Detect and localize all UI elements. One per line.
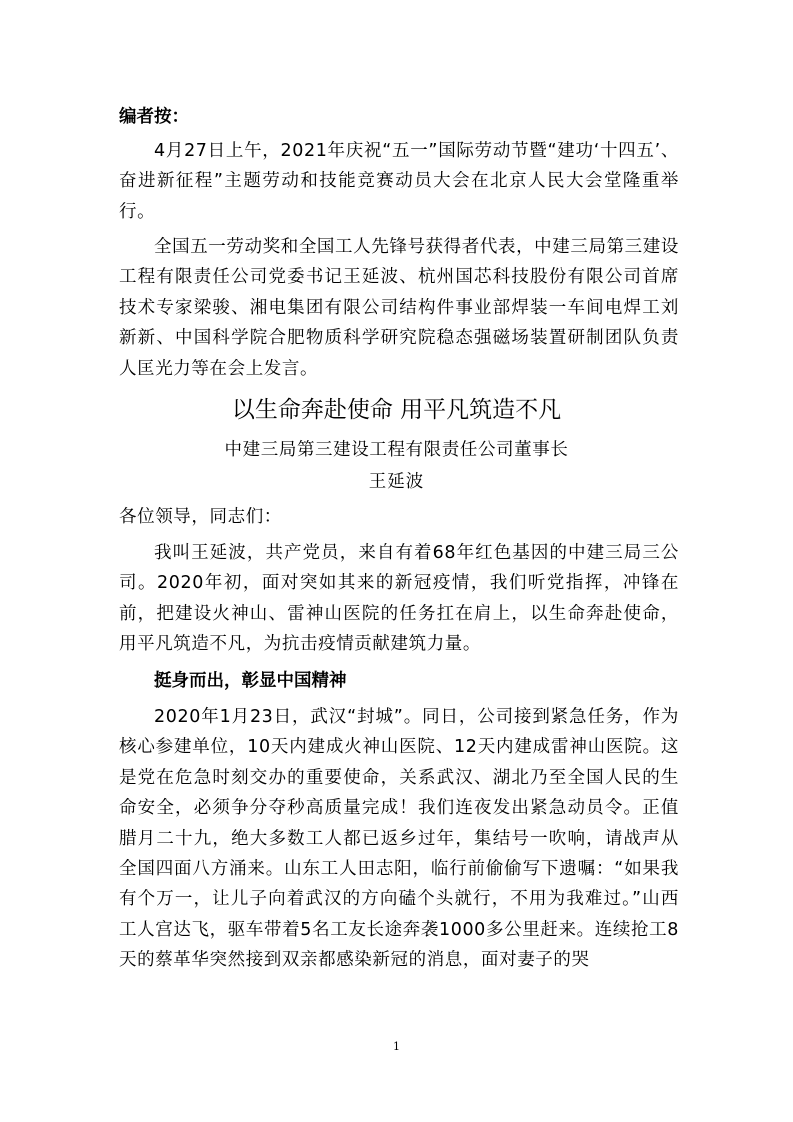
speech-intro-paragraph: 我叫王延波，共产党员，来自有着68年红色基因的中建三局三公司。2020年初，面对突如其来的新冠疫情，我们听党指挥，冲锋在前，把建设火神山、雷神山医院的任务扛在肩上，以生命奔赴使命，用平凡筑造不凡，为抗击疫情贡献建筑力量。	[119, 543, 679, 655]
section-paragraph: 2020年1月23日，武汉“封城”。同日，公司接到紧急任务，作为核心参建单位，10天内建成火神山医院、12天内建成雷神山医院。这是党在危急时刻交办的重要使命，关系武汉、湖北乃至全国人民的生命安全，必须争分夺秒高质量完成！我们连夜发出紧急动员令。正值腊月二十九，绝大多数工人都已返乡过年，集结号一吹响，请战声从全国四面八方涌来。山东工人田志阳，临行前偷偷写下遗嘱：“如果我有个万一，让儿子向着武汉的方向磕个头就行，不用为我难过。”山西工人宫达飞，驱车带着5名工友长途奔袭1000多公里赶来。连续抢工8天的蔡革华突然接到双亲都感染新冠的消息，面对妻子的哭	[119, 707, 679, 971]
speech-subtitle: 中建三局第三建设工程有限责任公司董事长	[224, 440, 569, 460]
editor-note-label: 编者按：	[119, 107, 189, 127]
speech-author: 王延波	[368, 472, 425, 492]
section-heading: 挺身而出，彰显中国精神	[154, 671, 347, 691]
speech-salutation: 各位领导，同志们：	[119, 507, 282, 527]
page-number: 1	[393, 1040, 400, 1053]
editor-note-paragraph-2: 全国五一劳动奖和全国工人先锋号获得者代表，中建三局第三建设工程有限责任公司党委书记王延波、杭州国芯科技股份有限公司首席技术专家梁骏、湘电集团有限公司结构件事业部焊装一车间电焊工刘新新、中国科学院合肥物质科学研究院稳态强磁场装置研制团队负责人匡光力等在会上发言。	[119, 237, 679, 379]
editor-note-paragraph-1: 4月27日上午，2021年庆祝“五一”国际劳动节暨“建功‘十四五’、奋进新征程”主题劳动和技能竞赛动员大会在北京人民大会堂隆重举行。	[119, 141, 679, 222]
speech-title: 以生命奔赴使命 用平凡筑造不凡	[231, 397, 562, 423]
